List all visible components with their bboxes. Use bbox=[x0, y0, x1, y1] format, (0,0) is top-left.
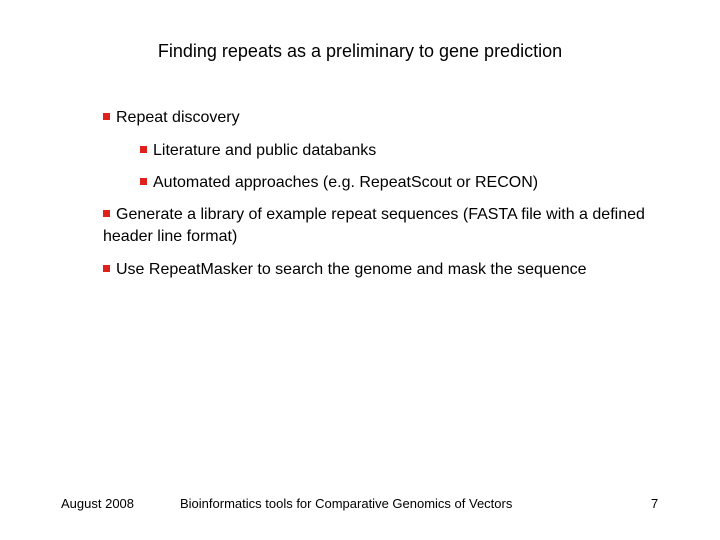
bullet-level2 bbox=[140, 172, 538, 194]
square-bullet-icon bbox=[103, 210, 110, 217]
bullet-text: Repeat discovery bbox=[116, 109, 240, 126]
bullet-level2 bbox=[140, 140, 376, 162]
footer-title: Bioinformatics tools for Comparative Genomics of Vectors bbox=[180, 496, 513, 511]
square-bullet-icon bbox=[103, 265, 110, 272]
square-bullet-icon bbox=[103, 113, 110, 120]
square-bullet-icon bbox=[140, 178, 147, 185]
bullet-level1 bbox=[103, 204, 663, 248]
bullet-level1 bbox=[103, 107, 240, 129]
bullet-text: Automated approaches (e.g. RepeatScout or RECON) bbox=[153, 174, 539, 191]
footer-date: August 2008 bbox=[61, 496, 135, 511]
bullet-level1 bbox=[103, 259, 587, 281]
square-bullet-icon bbox=[140, 146, 147, 153]
bullet-text: Use RepeatMasker to search the genome and mask the sequence bbox=[116, 261, 587, 278]
bullet-text: Literature and public databanks bbox=[153, 142, 377, 159]
slide-title: Finding repeats as a preliminary to gene prediction bbox=[157, 41, 563, 61]
page-number: 7 bbox=[651, 496, 659, 511]
bullet-text: Generate a library of example repeat sequences (FASTA file with a defined header line format) bbox=[103, 206, 645, 245]
